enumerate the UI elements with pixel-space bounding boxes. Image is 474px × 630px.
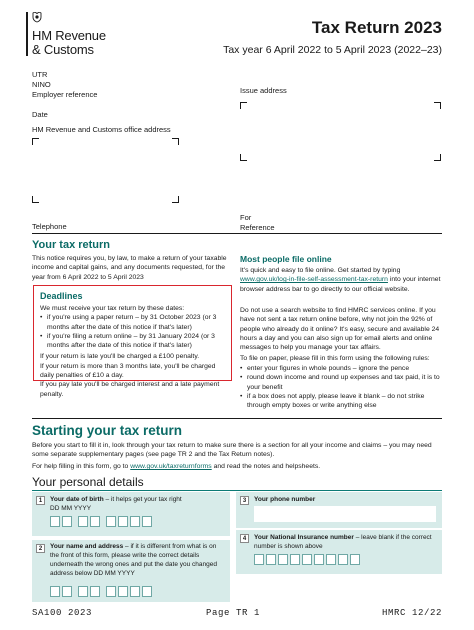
change-year-digit-2[interactable] xyxy=(118,586,128,597)
dob-year-digit-3[interactable] xyxy=(130,516,140,527)
deadlines-list xyxy=(40,313,225,350)
file-online-para-2: Do not use a search website to find HMRC services online. If you have not sent a tax return online before, why not join the 92% of people who already do it online? It's easy, secure and available 24 hours a day and you can also sign up for email alerts and online messages to help you manage your tax affairs. xyxy=(240,307,440,352)
logo-text-line1: HM Revenue xyxy=(32,28,106,43)
penalty-daily: If your return is more than 3 months late, you'll be charged daily penalties of £10 a day. xyxy=(40,362,216,380)
q2-panel xyxy=(32,540,230,602)
deadlines-title: Deadlines xyxy=(40,291,83,301)
q1-label xyxy=(50,495,225,504)
your-tax-return-intro: This notice requires you, by law, to make a return of your taxable income and capital gains, and any documents requested, for the year from 6 April 2022 to 5 April 2023 xyxy=(32,255,227,281)
q4-panel xyxy=(236,530,442,574)
telephone-label: Telephone xyxy=(32,222,67,231)
dob-input[interactable] xyxy=(50,516,154,527)
office-address-label: HM Revenue and Customs office address xyxy=(32,125,171,134)
q4-label-bold: Your National Insurance number xyxy=(254,534,354,541)
dob-day-digit-2[interactable] xyxy=(62,516,72,527)
employer-reference-label: Employer reference xyxy=(32,90,98,99)
q2-label-bold: Your name and address xyxy=(50,543,124,550)
starting-heading: Starting your tax return xyxy=(32,423,183,438)
q3-number: 3 xyxy=(240,496,249,505)
ni-char-8[interactable] xyxy=(338,554,348,565)
paper-rules-intro: To file on paper, please fill in this form using the following rules: xyxy=(240,355,430,362)
change-year-digit-4[interactable] xyxy=(142,586,152,597)
q3-label xyxy=(254,495,315,504)
deadline-online: • if you're filing a return online – by 31 January 2024 (or 3 months after the date of this notice if that's later) xyxy=(40,332,225,351)
q1-number: 1 xyxy=(36,496,45,505)
change-month-digit-1[interactable] xyxy=(78,586,88,597)
change-year-digit-3[interactable] xyxy=(130,586,140,597)
issue-box-corner-tr xyxy=(434,102,441,109)
personal-details-divider xyxy=(32,490,442,491)
dob-month-digit-2[interactable] xyxy=(90,516,100,527)
file-online-text-before: It's quick and easy to file online. Get started by typing xyxy=(240,267,401,274)
q1-label-bold: Your date of birth xyxy=(50,496,104,503)
q2-label-rest: – if it is different from what is on the front of this form, please write the correct details underneath the wrong ones and put the date you changed address below DD MM YYYY xyxy=(50,543,217,577)
issue-address-label: Issue address xyxy=(240,86,287,95)
ni-char-5[interactable] xyxy=(302,554,312,565)
penalty-interest: If you pay late you'll be charged interest and a late payment penalty. xyxy=(40,381,220,398)
page-title: Tax Return 2023 xyxy=(311,18,442,37)
office-box-corner-br xyxy=(172,196,179,203)
dob-year-digit-4[interactable] xyxy=(142,516,152,527)
header-divider xyxy=(32,233,442,234)
q1-panel xyxy=(32,492,230,536)
rule-blank-boxes: • if a box does not apply, please leave it blank – do not strike through empty boxes or write anything else xyxy=(240,392,442,411)
rule-whole-pounds: • enter your figures in whole pounds – ignore the pence xyxy=(240,364,442,373)
office-box-corner-bl xyxy=(32,196,39,203)
q3-panel xyxy=(236,492,442,528)
ni-number-input[interactable] xyxy=(254,554,362,565)
address-change-date-input[interactable] xyxy=(50,586,154,597)
crest-icon xyxy=(31,12,43,26)
reference-label: Reference xyxy=(240,223,275,232)
q2-label xyxy=(50,542,226,578)
q1-format: DD MM YYYY xyxy=(50,505,92,512)
q2-number: 2 xyxy=(36,544,45,553)
change-year-digit-1[interactable] xyxy=(106,586,116,597)
footer-page-number: Page TR 1 xyxy=(206,608,261,618)
page-subtitle: Tax year 6 April 2022 to 5 April 2023 (2022–23) xyxy=(223,44,442,56)
deadline-paper: • if you're using a paper return – by 31 October 2023 (or 3 months after the date of this notice if that's later) xyxy=(40,313,225,332)
help-text-before: For help filling in this form, go to xyxy=(32,463,131,470)
logo-bar xyxy=(26,12,28,56)
phone-number-input[interactable] xyxy=(254,506,436,522)
reference-labels xyxy=(32,70,97,100)
footer-version: HMRC 12/22 xyxy=(381,608,442,618)
file-online-para-1 xyxy=(240,266,442,294)
ni-char-2[interactable] xyxy=(266,554,276,565)
file-online-heading: Most people file online xyxy=(240,254,332,264)
footer-form-code: SA100 2023 xyxy=(32,608,93,618)
q4-number: 4 xyxy=(240,534,249,543)
dob-year-digit-2[interactable] xyxy=(118,516,128,527)
office-box-corner-tr xyxy=(172,138,179,145)
issue-box-corner-tl xyxy=(240,102,247,109)
deadlines-box xyxy=(33,285,232,398)
ni-char-9[interactable] xyxy=(350,554,360,565)
ni-char-1[interactable] xyxy=(254,554,264,565)
section-divider xyxy=(32,418,442,419)
date-label: Date xyxy=(32,110,48,119)
q4-label-rest: – leave blank if the correct number is shown above xyxy=(254,534,432,550)
hmrc-logo xyxy=(26,12,126,58)
ni-char-6[interactable] xyxy=(314,554,324,565)
dob-year-digit-1[interactable] xyxy=(106,516,116,527)
logo-text-line2: & Customs xyxy=(32,42,94,57)
your-tax-return-heading: Your tax return xyxy=(32,239,111,251)
q1-label-rest: – it helps get your tax right xyxy=(103,496,182,503)
change-month-digit-2[interactable] xyxy=(90,586,100,597)
nino-label: NINO xyxy=(32,80,51,89)
office-box-corner-tl xyxy=(32,138,39,145)
for-label: For xyxy=(240,213,252,222)
q3-label-bold: Your phone number xyxy=(254,496,316,503)
issue-box-corner-bl xyxy=(240,154,247,161)
rule-rounding: • round down income and round up expenses and tax paid, it is to your benefit xyxy=(240,373,442,392)
help-text-after: and read the notes and helpsheets. xyxy=(211,463,321,470)
personal-details-heading: Your personal details xyxy=(32,475,144,489)
file-online-link[interactable]: www.gov.uk/log-in-file-self-assessment-tax-return xyxy=(240,276,388,284)
ni-char-3[interactable] xyxy=(278,554,288,565)
issue-box-corner-br xyxy=(434,154,441,161)
ni-char-4[interactable] xyxy=(290,554,300,565)
starting-para-2 xyxy=(32,462,442,471)
starting-para-1: Before you start to fill it in, look through your tax return to make sure there is a section for all your income and claims – you may need some separate supplementary pages (see page TR 2 and the Tax Return notes). xyxy=(32,442,432,459)
change-day-digit-1[interactable] xyxy=(50,586,60,597)
taxreturnforms-link[interactable]: www.gov.uk/taxreturnforms xyxy=(130,463,212,470)
paper-rules-list xyxy=(240,364,442,410)
penalty-late: If your return is late you'll be charged a £100 penalty. xyxy=(40,353,200,361)
deadlines-intro: We must receive your tax return by these dates: xyxy=(40,305,185,312)
dob-day-digit-1[interactable] xyxy=(50,516,60,527)
file-online-text-after: into your internet browser address bar to go directly to our official website. xyxy=(240,276,441,293)
dob-month-digit-1[interactable] xyxy=(78,516,88,527)
ni-char-7[interactable] xyxy=(326,554,336,565)
utr-label: UTR xyxy=(32,70,48,79)
change-day-digit-2[interactable] xyxy=(62,586,72,597)
q4-label xyxy=(254,533,439,551)
